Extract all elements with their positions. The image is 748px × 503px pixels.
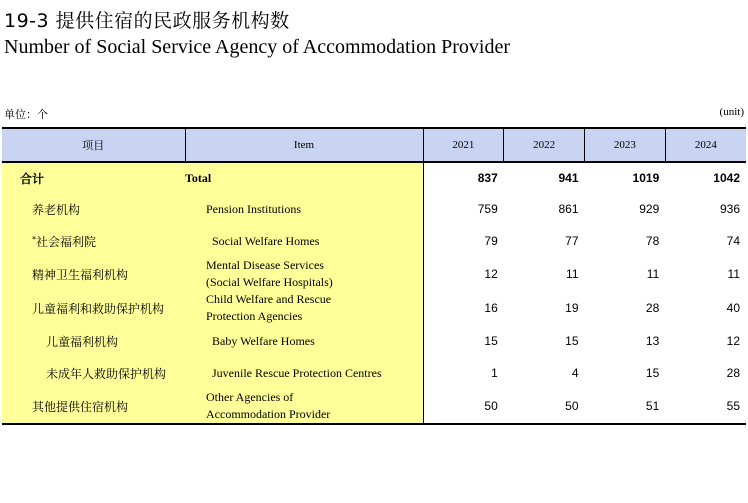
cell-value: 15 bbox=[423, 325, 504, 357]
row-label-zh: 精神卫生福利机构 bbox=[2, 257, 185, 291]
cell-value: 837 bbox=[423, 162, 504, 193]
row-label-zh: 其他提供住宿机构 bbox=[2, 389, 185, 424]
unit-label-zh: 单位：个 bbox=[4, 108, 48, 121]
row-label-en-cell bbox=[185, 257, 423, 291]
row-label-en: Social Welfare Homes bbox=[185, 225, 423, 257]
cell-value: 4 bbox=[571, 366, 579, 380]
row-label-en-line: Child Welfare and Rescue bbox=[206, 292, 332, 306]
header-year: 2022 bbox=[504, 128, 585, 162]
page-title-zh: 19-3 提供住宿的民政服务机构数 bbox=[4, 10, 290, 32]
table-row bbox=[2, 357, 746, 389]
cell-value: 861 bbox=[558, 202, 579, 216]
cell-value: 929 bbox=[639, 202, 660, 216]
cell-value: 40 bbox=[726, 301, 740, 315]
cell-value: 936 bbox=[719, 202, 740, 216]
cell-value: 1042 bbox=[713, 171, 740, 185]
row-label-en: Pension Institutions bbox=[185, 193, 423, 225]
row-label-en: Baby Welfare Homes bbox=[185, 325, 423, 357]
row-label-en-line: Other Agencies of bbox=[206, 390, 294, 404]
header-row bbox=[2, 128, 746, 162]
cell-value: 74 bbox=[726, 234, 740, 248]
header-year: 2021 bbox=[423, 128, 504, 162]
header-year: 2023 bbox=[585, 128, 666, 162]
cell-value: 50 bbox=[565, 399, 579, 413]
cell-value: 51 bbox=[645, 399, 660, 413]
cell-value: 15 bbox=[645, 366, 660, 380]
page-title-en: Number of Social Service Agency of Accommodation Provider bbox=[4, 36, 510, 58]
row-label-zh: 儿童福利机构 bbox=[2, 325, 185, 357]
header-item-zh: 项目 bbox=[2, 128, 185, 162]
cell-value: 28 bbox=[645, 301, 660, 315]
row-label-en-line: Protection Agencies bbox=[206, 309, 303, 323]
footnote-mark: * bbox=[32, 234, 36, 244]
cell-value: 79 bbox=[423, 225, 504, 257]
cell-value: 11 bbox=[566, 267, 579, 281]
cell-value: 77 bbox=[565, 234, 579, 248]
cell-value: 16 bbox=[423, 291, 504, 325]
row-label-zh: 合计 bbox=[2, 162, 185, 193]
cell-value: 1019 bbox=[632, 171, 660, 185]
table-row bbox=[2, 325, 746, 357]
cell-value: 941 bbox=[558, 171, 579, 185]
row-label-zh: 儿童福利和救助保护机构 bbox=[2, 291, 185, 325]
row-label-en-line: (Social Welfare Hospitals) bbox=[206, 275, 333, 289]
cell-value: 13 bbox=[645, 334, 660, 348]
unit-label-en: (unit) bbox=[719, 106, 744, 118]
row-label-zh: 未成年人救助保护机构 bbox=[2, 357, 185, 389]
header-item-en: Item bbox=[185, 128, 423, 162]
table-row-total bbox=[2, 162, 746, 193]
row-label-zh-cell bbox=[2, 225, 185, 257]
cell-value: 11 bbox=[646, 267, 660, 281]
row-label-en: Juvenile Rescue Protection Centres bbox=[185, 357, 423, 389]
cell-value: 28 bbox=[726, 366, 740, 380]
cell-value: 50 bbox=[423, 389, 504, 424]
row-label-zh: 养老机构 bbox=[2, 193, 185, 225]
cell-value: 55 bbox=[726, 399, 740, 413]
table-row bbox=[2, 225, 746, 257]
cell-value: 78 bbox=[645, 234, 660, 248]
row-label-en: Total bbox=[185, 162, 423, 193]
data-table bbox=[2, 127, 746, 425]
cell-value: 12 bbox=[423, 257, 504, 291]
cell-value: 19 bbox=[565, 301, 579, 315]
row-label-en-cell bbox=[185, 291, 423, 325]
cell-value: 759 bbox=[423, 193, 504, 225]
cell-value: 15 bbox=[565, 334, 579, 348]
row-label-en-line: Accommodation Provider bbox=[206, 407, 331, 421]
cell-value: 12 bbox=[726, 334, 740, 348]
row-label-zh: 社会福利院 bbox=[36, 234, 97, 249]
table-row bbox=[2, 257, 746, 291]
table-row bbox=[2, 193, 746, 225]
table-row bbox=[2, 291, 746, 325]
header-year: 2024 bbox=[665, 128, 746, 162]
row-label-en-line: Mental Disease Services bbox=[206, 258, 324, 272]
row-label-en-cell bbox=[185, 389, 423, 424]
cell-value: 1 bbox=[423, 357, 504, 389]
table-row bbox=[2, 389, 746, 424]
cell-value: 11 bbox=[727, 267, 740, 281]
